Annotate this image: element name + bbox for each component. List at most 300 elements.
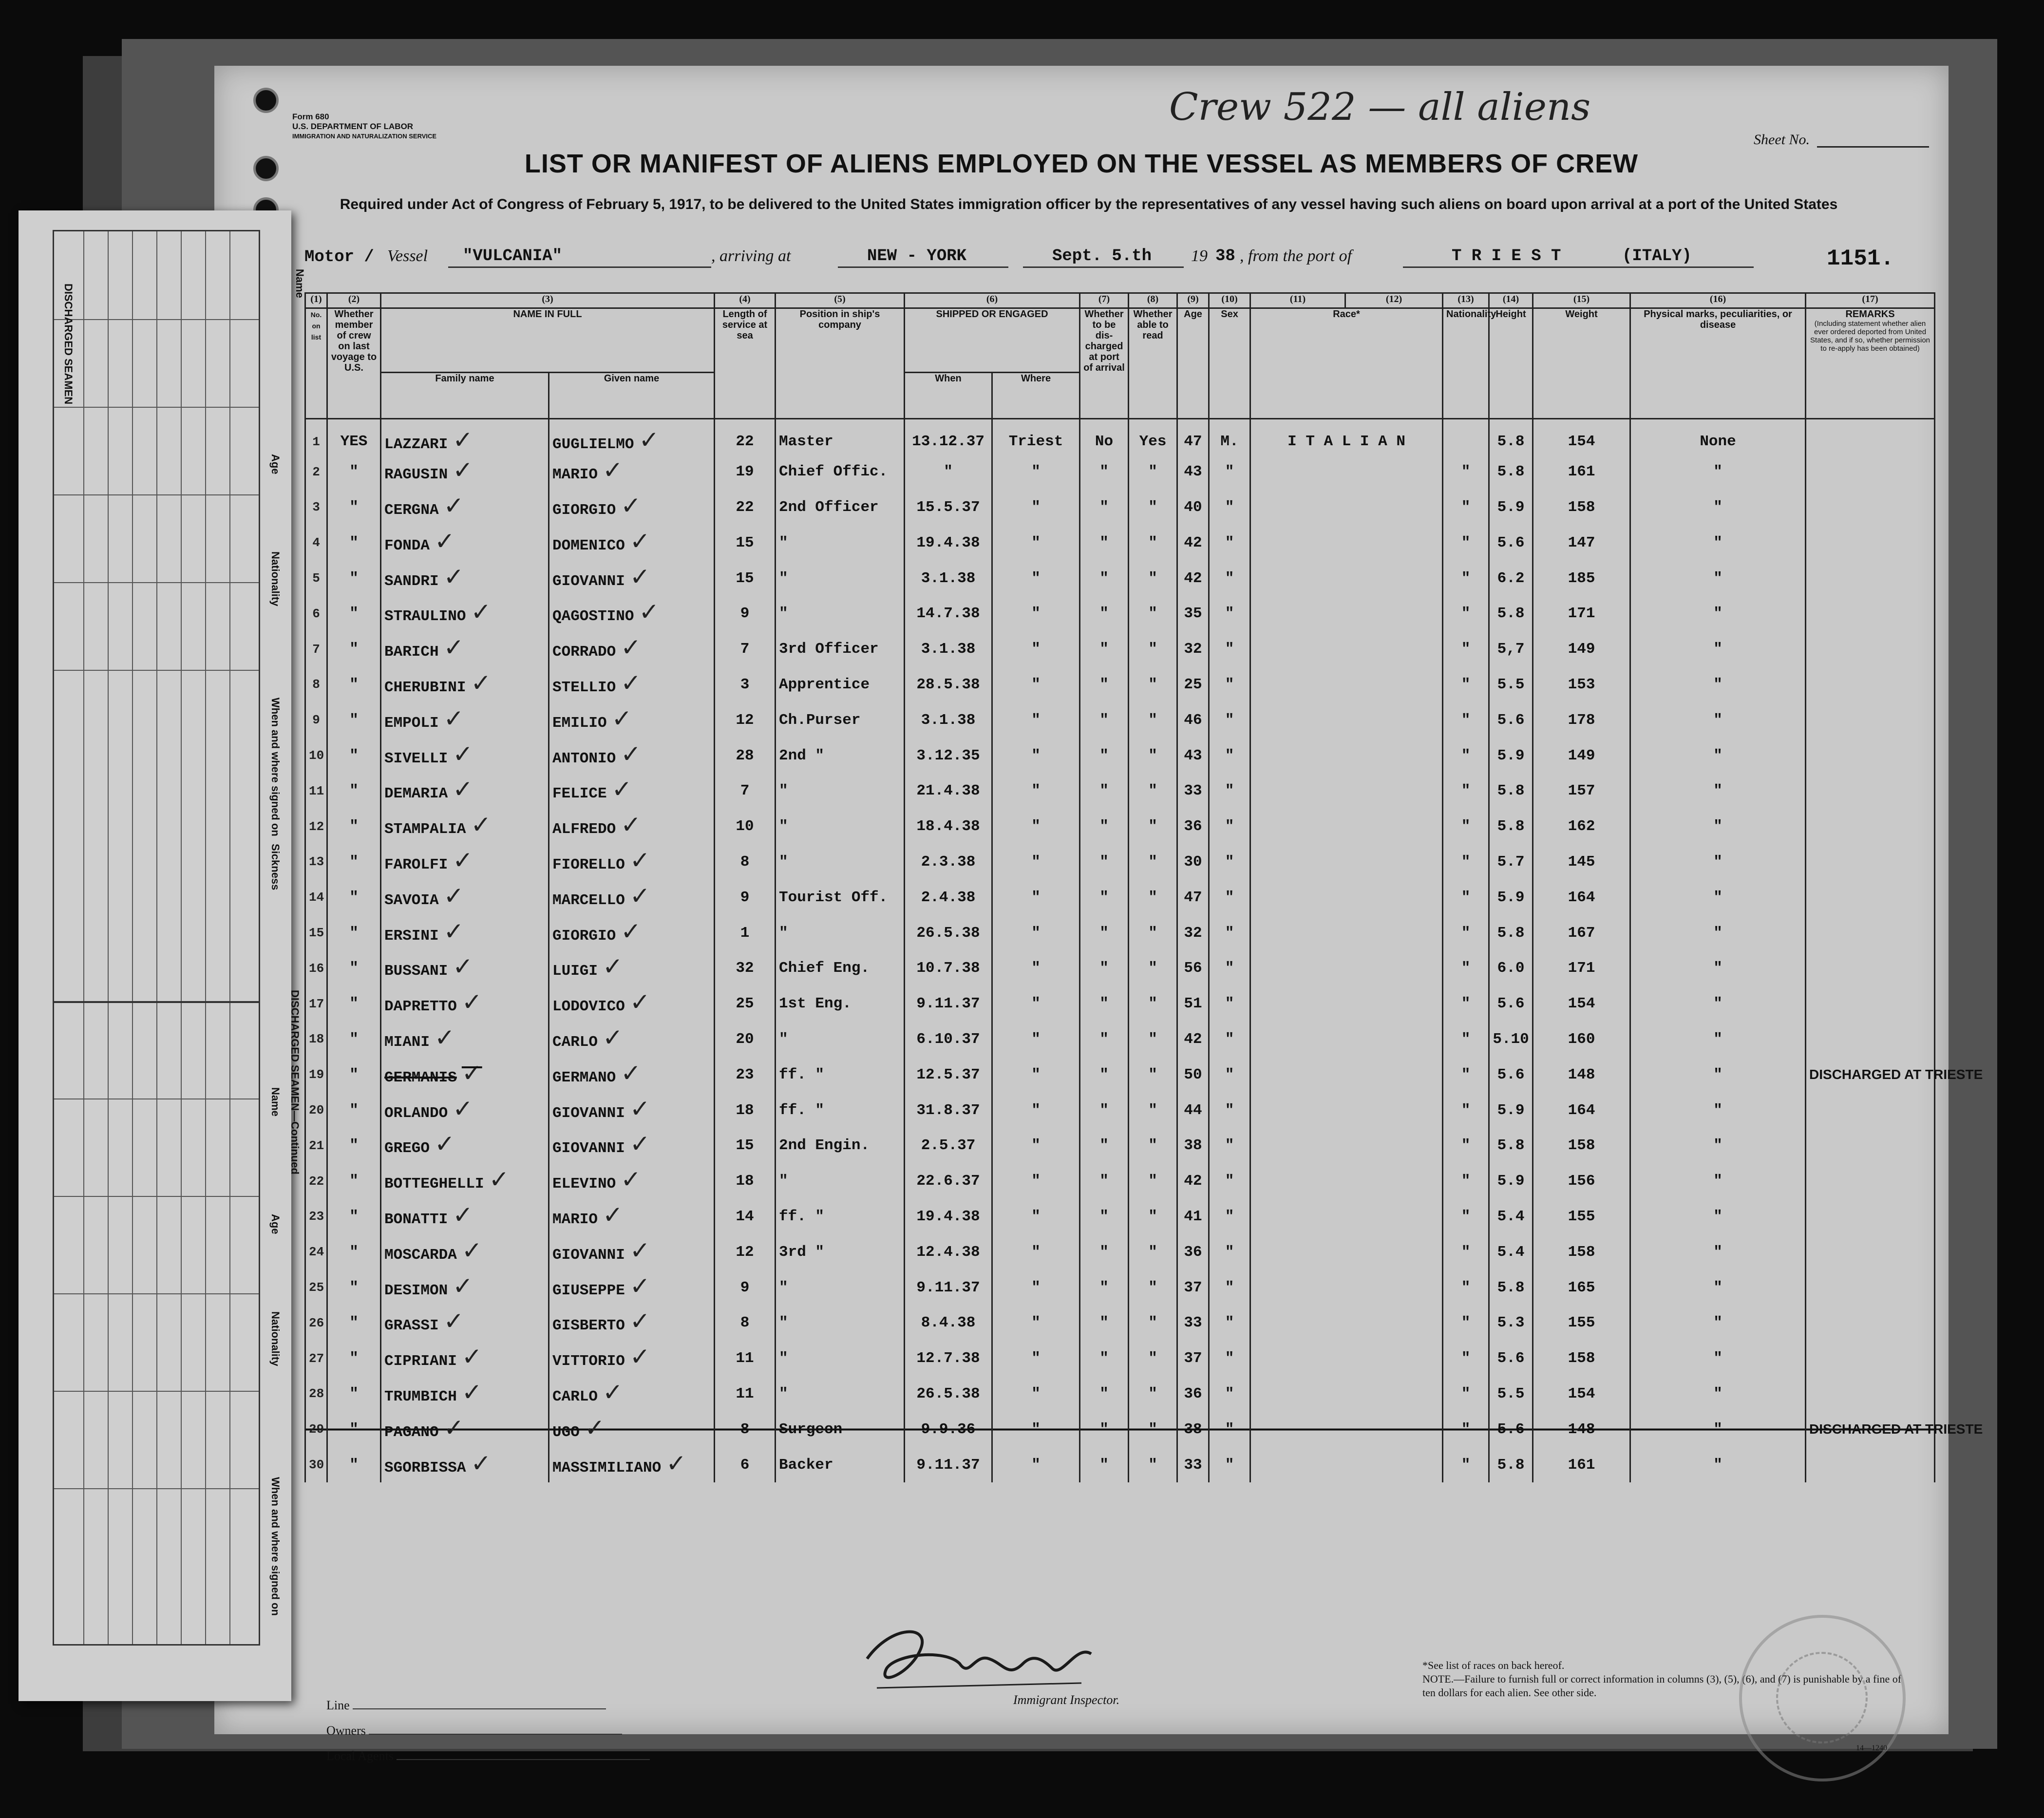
race-cell [1250, 561, 1443, 596]
sex-cell: " [1209, 454, 1250, 490]
last-voyage-cell: " [327, 596, 381, 631]
given-name-cell: FELICE ✓ [549, 773, 715, 809]
check-mark-icon: ✓ [461, 1059, 482, 1087]
physical-marks-cell: " [1630, 561, 1806, 596]
discharged-cell: " [1080, 1270, 1129, 1306]
remarks-cell [1806, 915, 1935, 951]
race-cell [1250, 1447, 1443, 1483]
height-cell: 5.6 [1489, 702, 1533, 738]
row-number: 20 [305, 1093, 327, 1128]
remarks-cell [1806, 1341, 1935, 1376]
check-mark-icon: ✓ [603, 952, 623, 981]
shipped-when-cell: 12.4.38 [905, 1234, 992, 1270]
page-title: LIST OR MANIFEST OF ALIENS EMPLOYED ON THE VESSEL AS MEMBERS OF CREW [524, 149, 1639, 178]
flap-heading-bottom: DISCHARGED SEAMEN—Continued [289, 990, 301, 1174]
physical-marks-cell: " [1630, 1163, 1806, 1199]
colnum-9: (9) [1177, 293, 1209, 308]
row-number: 25 [305, 1270, 327, 1306]
race-cell [1250, 631, 1443, 667]
col-read: Whether able to read [1129, 308, 1177, 419]
sex-cell: " [1209, 631, 1250, 667]
physical-marks-cell: " [1630, 631, 1806, 667]
position-cell: 1st Eng. [776, 986, 905, 1022]
given-name-cell: GIOVANNI ✓ [549, 561, 715, 596]
check-mark-icon: ✓ [603, 1378, 623, 1406]
discharged-cell: " [1080, 525, 1129, 561]
nationality-cell: " [1443, 738, 1489, 774]
row-number: 14 [305, 880, 327, 915]
year-prefix: 19 [1191, 247, 1208, 265]
check-mark-icon: ✓ [461, 1236, 482, 1265]
last-voyage-cell: " [327, 1199, 381, 1234]
family-name-cell: FONDA ✓ [381, 525, 549, 561]
col-age: Age [1177, 308, 1209, 419]
nationality-cell: " [1443, 1057, 1489, 1093]
check-mark-icon: ✓ [629, 1307, 650, 1336]
weight-cell: 149 [1533, 738, 1630, 774]
vessel-name: "VULCANIA" [463, 247, 563, 265]
able-to-read-cell: " [1129, 702, 1177, 738]
check-mark-icon: ✓ [621, 1165, 642, 1194]
given-name-cell: CARLO ✓ [549, 1022, 715, 1057]
physical-marks-cell: " [1630, 1270, 1806, 1306]
from-port-label: , from the port of [1240, 247, 1352, 265]
table-row [305, 525, 1935, 561]
check-mark-icon: ✓ [461, 988, 482, 1017]
shipped-when-cell: 9.11.37 [905, 986, 992, 1022]
discharged-cell: " [1080, 1412, 1129, 1447]
race-cell [1250, 1128, 1443, 1163]
discharged-cell: " [1080, 1128, 1129, 1163]
sex-cell: " [1209, 561, 1250, 596]
row-number: 12 [305, 809, 327, 844]
age-cell: 36 [1177, 1376, 1209, 1412]
given-name-cell: MASSIMILIANO ✓ [549, 1447, 715, 1483]
table-row [305, 490, 1935, 525]
shipped-where-cell: " [992, 631, 1080, 667]
discharged-cell: " [1080, 844, 1129, 880]
position-cell: Chief Offic. [776, 454, 905, 490]
last-voyage-cell: " [327, 490, 381, 525]
nationality-cell: " [1443, 525, 1489, 561]
discharged-cell: " [1080, 809, 1129, 844]
check-mark-icon: ✓ [453, 426, 473, 454]
form-code: 14—1240 [1856, 1744, 1887, 1752]
table-row [305, 915, 1935, 951]
discharged-cell: " [1080, 1234, 1129, 1270]
height-cell: 5.8 [1489, 419, 1533, 454]
position-cell: Ch.Purser [776, 702, 905, 738]
discharged-cell: " [1080, 596, 1129, 631]
age-cell: 42 [1177, 1163, 1209, 1199]
col-name-in-full: NAME IN FULL [381, 308, 715, 373]
nationality-cell: " [1443, 986, 1489, 1022]
row-number: 9 [305, 702, 327, 738]
remarks-cell [1806, 1128, 1935, 1163]
weight-cell: 161 [1533, 454, 1630, 490]
able-to-read-cell: " [1129, 1234, 1177, 1270]
last-voyage-cell: " [327, 1447, 381, 1483]
discharged-cell: " [1080, 1057, 1129, 1093]
flap-col-age-2: Age [269, 1214, 282, 1234]
last-voyage-cell: " [327, 809, 381, 844]
table-row [305, 596, 1935, 631]
position-cell: " [776, 1341, 905, 1376]
weight-cell: 157 [1533, 773, 1630, 809]
race-cell [1250, 986, 1443, 1022]
sex-cell: " [1209, 596, 1250, 631]
shipped-where-cell: " [992, 561, 1080, 596]
service-cell: 15 [715, 561, 776, 596]
race-cell [1250, 1376, 1443, 1412]
race-cell [1250, 950, 1443, 986]
age-cell: 37 [1177, 1341, 1209, 1376]
check-mark-icon: ✓ [629, 527, 650, 555]
check-mark-icon: ✓ [611, 704, 632, 733]
check-mark-icon: ✓ [471, 668, 492, 697]
sex-cell: " [1209, 1447, 1250, 1483]
height-cell: 5.9 [1489, 880, 1533, 915]
race-cell [1250, 773, 1443, 809]
position-cell: " [776, 1270, 905, 1306]
shipped-where-cell: " [992, 490, 1080, 525]
height-cell: 5.6 [1489, 525, 1533, 561]
form-header [292, 112, 436, 141]
last-voyage-cell: " [327, 1128, 381, 1163]
able-to-read-cell: " [1129, 561, 1177, 596]
check-mark-icon: ✓ [629, 1236, 650, 1265]
given-name-cell: UGO ✓ [549, 1412, 715, 1447]
last-voyage-cell: YES [327, 419, 381, 454]
height-cell: 5.9 [1489, 1163, 1533, 1199]
physical-marks-cell: " [1630, 702, 1806, 738]
nationality-cell: " [1443, 1234, 1489, 1270]
age-cell: 42 [1177, 561, 1209, 596]
position-cell: " [776, 844, 905, 880]
check-mark-icon: ✓ [621, 633, 642, 662]
age-cell: 51 [1177, 986, 1209, 1022]
able-to-read-cell: " [1129, 454, 1177, 490]
height-cell: 5.4 [1489, 1234, 1533, 1270]
check-mark-icon: ✓ [453, 846, 473, 874]
given-name-cell: STELLIO ✓ [549, 667, 715, 702]
service-cell: 15 [715, 1128, 776, 1163]
service-cell: 12 [715, 1234, 776, 1270]
weight-cell: 162 [1533, 809, 1630, 844]
discharged-cell: " [1080, 773, 1129, 809]
nationality-cell: " [1443, 809, 1489, 844]
discharged-cell: " [1080, 1376, 1129, 1412]
able-to-read-cell: " [1129, 880, 1177, 915]
check-mark-icon: ✓ [621, 668, 642, 697]
remarks-cell [1806, 809, 1935, 844]
position-cell: Surgeon [776, 1412, 905, 1447]
family-name-cell: GERMANIS ✓ [381, 1057, 549, 1093]
last-voyage-cell: " [327, 915, 381, 951]
service-cell: 11 [715, 1341, 776, 1376]
check-mark-icon: ✓ [666, 1449, 687, 1477]
col-family-name: Family name [381, 372, 549, 418]
given-name-cell: GIOVANNI ✓ [549, 1093, 715, 1128]
sex-cell: " [1209, 809, 1250, 844]
position-cell: " [776, 561, 905, 596]
sex-cell: " [1209, 490, 1250, 525]
sex-cell: " [1209, 1199, 1250, 1234]
table-row [305, 419, 1935, 454]
weight-cell: 148 [1533, 1057, 1630, 1093]
remarks-cell [1806, 950, 1935, 986]
able-to-read-cell: " [1129, 667, 1177, 702]
nationality-cell: " [1443, 1447, 1489, 1483]
age-cell: 32 [1177, 631, 1209, 667]
weight-cell: 171 [1533, 596, 1630, 631]
given-name-cell: GISBERTO ✓ [549, 1305, 715, 1341]
nationality-cell: " [1443, 844, 1489, 880]
age-cell: 40 [1177, 490, 1209, 525]
remarks-cell [1806, 667, 1935, 702]
position-cell: Apprentice [776, 667, 905, 702]
check-mark-icon: ✓ [443, 633, 464, 662]
shipped-when-cell: 19.4.38 [905, 1199, 992, 1234]
nationality-cell: " [1443, 1093, 1489, 1128]
nationality-cell: " [1443, 915, 1489, 951]
shipped-where-cell: " [992, 1376, 1080, 1412]
discharged-cell: " [1080, 454, 1129, 490]
weight-cell: 171 [1533, 950, 1630, 986]
able-to-read-cell: " [1129, 1022, 1177, 1057]
table-row [305, 631, 1935, 667]
weight-cell: 155 [1533, 1199, 1630, 1234]
age-cell: 25 [1177, 667, 1209, 702]
remarks-cell [1806, 1305, 1935, 1341]
table-row [305, 1447, 1935, 1483]
race-cell [1250, 1305, 1443, 1341]
shipped-when-cell: 6.10.37 [905, 1022, 992, 1057]
check-mark-icon: ✓ [461, 1343, 482, 1371]
physical-marks-cell: " [1630, 596, 1806, 631]
row-number: 23 [305, 1199, 327, 1234]
shipped-when-cell: 22.6.37 [905, 1163, 992, 1199]
able-to-read-cell: " [1129, 490, 1177, 525]
race-cell [1250, 738, 1443, 774]
given-name-cell: GIORGIO ✓ [549, 490, 715, 525]
remarks-cell [1806, 1447, 1935, 1483]
physical-marks-cell: " [1630, 667, 1806, 702]
family-name-cell: BARICH ✓ [381, 631, 549, 667]
flap-col-nationality-2: Nationality [269, 1311, 282, 1366]
age-cell: 42 [1177, 1022, 1209, 1057]
colnum-11: (11) [1250, 293, 1345, 308]
remarks-cell [1806, 1270, 1935, 1306]
nationality-cell: " [1443, 1376, 1489, 1412]
handwritten-note: Crew 522 — all aliens [1169, 85, 1591, 129]
row-number: 28 [305, 1376, 327, 1412]
height-cell: 5.6 [1489, 1412, 1533, 1447]
given-name-cell: DOMENICO ✓ [549, 525, 715, 561]
last-voyage-cell: " [327, 844, 381, 880]
able-to-read-cell: " [1129, 950, 1177, 986]
family-name-cell: RAGUSIN ✓ [381, 454, 549, 490]
nationality-cell: " [1443, 1270, 1489, 1306]
position-cell: " [776, 1305, 905, 1341]
col-nationality: Nationality [1443, 308, 1489, 419]
shipped-where-cell: " [992, 773, 1080, 809]
shipped-where-cell: " [992, 1270, 1080, 1306]
check-mark-icon: ✓ [621, 917, 642, 946]
remarks-cell [1806, 738, 1935, 774]
row-number: 27 [305, 1341, 327, 1376]
last-voyage-cell: " [327, 525, 381, 561]
discharged-cell: " [1080, 631, 1129, 667]
table-row [305, 1093, 1935, 1128]
shipped-where-cell: " [992, 1412, 1080, 1447]
age-cell: 43 [1177, 454, 1209, 490]
shipped-when-cell: 19.4.38 [905, 525, 992, 561]
discharged-cell: " [1080, 561, 1129, 596]
row-number: 16 [305, 950, 327, 986]
physical-marks-cell: " [1630, 1057, 1806, 1093]
age-cell: 38 [1177, 1128, 1209, 1163]
physical-marks-cell: " [1630, 1305, 1806, 1341]
service-cell: 19 [715, 454, 776, 490]
family-name-cell: BOTTEGHELLI ✓ [381, 1163, 549, 1199]
race-cell [1250, 1341, 1443, 1376]
row-number: 15 [305, 915, 327, 951]
age-cell: 38 [1177, 1412, 1209, 1447]
row-number: 29 [305, 1412, 327, 1447]
service-cell: 7 [715, 631, 776, 667]
nationality-cell: " [1443, 1128, 1489, 1163]
vessel-label: Vessel [387, 247, 428, 265]
check-mark-icon: ✓ [603, 1023, 623, 1052]
remarks-cell [1806, 1234, 1935, 1270]
remarks-cell [1806, 1022, 1935, 1057]
weight-cell: 154 [1533, 1376, 1630, 1412]
shipped-where-cell: " [992, 809, 1080, 844]
row-number: 19 [305, 1057, 327, 1093]
family-name-cell: PAGANO ✓ [381, 1412, 549, 1447]
position-cell: 3rd Officer [776, 631, 905, 667]
sex-cell: " [1209, 950, 1250, 986]
vessel-type: Motor / [304, 248, 374, 266]
remarks-cell [1806, 454, 1935, 490]
row-number: 30 [305, 1447, 327, 1483]
height-cell: 5.4 [1489, 1199, 1533, 1234]
height-cell: 5.7 [1489, 844, 1533, 880]
last-voyage-cell: " [327, 1163, 381, 1199]
age-cell: 33 [1177, 773, 1209, 809]
last-voyage-cell: " [327, 1057, 381, 1093]
col-sex: Sex [1209, 308, 1250, 419]
discharged-cell: " [1080, 667, 1129, 702]
shipped-where-cell: " [992, 1057, 1080, 1093]
check-mark-icon: ✓ [629, 1130, 650, 1158]
check-mark-icon: ✓ [435, 1023, 455, 1052]
shipped-when-cell: 12.7.38 [905, 1341, 992, 1376]
shipped-when-cell: 9.9.36 [905, 1412, 992, 1447]
family-name-cell: SAVOIA ✓ [381, 880, 549, 915]
weight-cell: 155 [1533, 1305, 1630, 1341]
remarks-heading: REMARKS [1845, 309, 1895, 320]
colnum-10: (10) [1209, 293, 1250, 308]
weight-cell: 165 [1533, 1270, 1630, 1306]
family-name-cell: MOSCARDA ✓ [381, 1234, 549, 1270]
able-to-read-cell: " [1129, 596, 1177, 631]
position-cell: 2nd Engin. [776, 1128, 905, 1163]
nationality-cell: " [1443, 1199, 1489, 1234]
shipped-where-cell: " [992, 702, 1080, 738]
check-mark-icon: ✓ [471, 598, 492, 626]
check-mark-icon: ✓ [629, 1343, 650, 1371]
row-number: 6 [305, 596, 327, 631]
row-number: 17 [305, 986, 327, 1022]
family-name-cell: ORLANDO ✓ [381, 1093, 549, 1128]
discharged-cell: " [1080, 1305, 1129, 1341]
col-given-name: Given name [549, 372, 715, 418]
colnum-7: (7) [1080, 293, 1129, 308]
table-row [305, 1270, 1935, 1306]
nationality-cell: " [1443, 1412, 1489, 1447]
physical-marks-cell: " [1630, 773, 1806, 809]
shipped-when-cell: 21.4.38 [905, 773, 992, 809]
race-cell [1250, 490, 1443, 525]
sex-cell: " [1209, 986, 1250, 1022]
given-name-cell: GERMANO ✓ [549, 1057, 715, 1093]
height-cell: 5.6 [1489, 986, 1533, 1022]
family-name-cell: EMPOLI ✓ [381, 702, 549, 738]
sex-cell: " [1209, 1412, 1250, 1447]
position-cell: " [776, 1022, 905, 1057]
position-cell: Backer [776, 1447, 905, 1483]
able-to-read-cell: " [1129, 1341, 1177, 1376]
family-name-cell: SANDRI ✓ [381, 561, 549, 596]
check-mark-icon: ✓ [453, 775, 473, 804]
discharged-cell: " [1080, 702, 1129, 738]
last-voyage-cell: " [327, 1022, 381, 1057]
race-cell [1250, 1057, 1443, 1093]
position-cell: 2nd " [776, 738, 905, 774]
service-cell: 9 [715, 1270, 776, 1306]
nationality-cell: " [1443, 561, 1489, 596]
shipped-where-cell: " [992, 915, 1080, 951]
check-mark-icon: ✓ [621, 739, 642, 768]
shipped-where-cell: " [992, 1199, 1080, 1234]
col-weight: Weight [1533, 308, 1630, 419]
sex-cell: " [1209, 667, 1250, 702]
last-voyage-cell: " [327, 950, 381, 986]
height-cell: 6.2 [1489, 561, 1533, 596]
check-mark-icon: ✓ [443, 1413, 464, 1442]
shipped-where-cell: " [992, 1234, 1080, 1270]
flap-col-signed-on-2: When and where signed on [269, 1477, 282, 1616]
col-shipped: SHIPPED OR ENGAGED [905, 308, 1080, 373]
weight-cell: 153 [1533, 667, 1630, 702]
family-name-cell: MIANI ✓ [381, 1022, 549, 1057]
weight-cell: 178 [1533, 702, 1630, 738]
footer-local-agents: Local Agents [326, 1743, 650, 1769]
given-name-cell: ANTONIO ✓ [549, 738, 715, 774]
crew-manifest-table [304, 292, 1983, 1482]
shipped-where-cell: " [992, 950, 1080, 986]
given-name-cell: GIOVANNI ✓ [549, 1128, 715, 1163]
last-voyage-cell: " [327, 880, 381, 915]
remarks-cell [1806, 631, 1935, 667]
nationality-cell: " [1443, 596, 1489, 631]
height-cell: 5.3 [1489, 1305, 1533, 1341]
position-cell: " [776, 773, 905, 809]
race-cell [1250, 1234, 1443, 1270]
weight-cell: 185 [1533, 561, 1630, 596]
